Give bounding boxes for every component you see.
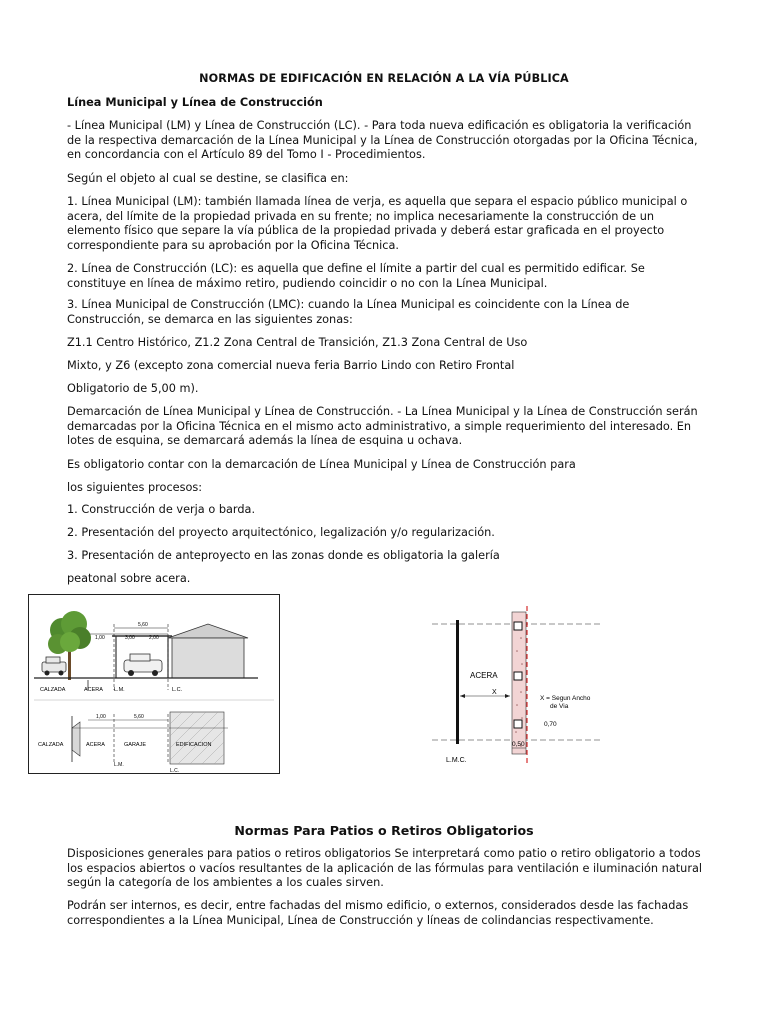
paragraph: Disposiciones generales para patios o retiros obligatorios Se interpretará como patio o retiro obligatorio a todos los espacios abiertos o vacíos resultantes de la aplicación de las fórmulas para ventilación e iluminación natural según la categoría de los ambientes a los cuales sirven.: [67, 847, 703, 890]
paragraph: 1. Línea Municipal (LM): también llamada línea de verja, es aquella que separa el espacio público municipal o acera, del límite de la propiedad privada en su frente; no implica necesariamente la construcción de un elemento físico que separe la vía pública de la propiedad privada y deberá estar graficada en el proyecto correspondiente para su aprobación por la Oficina Técnica.: [67, 195, 688, 253]
street-section-drawing: [28, 594, 280, 774]
paragraph: los siguientes procesos:: [67, 481, 203, 494]
paragraph: Demarcación de Línea Municipal y Línea de Construcción. - La Línea Municipal y la Línea de Construcción serán demarcadas por la Oficina Técnica en el mismo acto administrativo, a simple requerimiento del interesado. En lotes de esquina, se demarcará además la línea de esquina u ochava.: [67, 405, 698, 448]
paragraph: Z1.1 Centro Histórico, Z1.2 Zona Central de Transición, Z1.3 Zona Central de Uso: [67, 336, 528, 349]
label-x-note: de Via: [550, 703, 569, 710]
dim-070: 0,70: [544, 721, 557, 728]
label-calzada: CALZADA: [38, 742, 64, 748]
label-acera: ACERA: [84, 687, 103, 693]
lmc-figure: [432, 606, 602, 770]
list-item: 3. Presentación de anteproyecto en las zonas donde es obligatoria la galería: [67, 549, 500, 562]
dim-label: 5,60: [134, 714, 144, 720]
paragraph: Obligatorio de 5,00 m).: [67, 382, 199, 395]
dim-label: 1,00: [95, 635, 105, 641]
dim-label: 1,00: [96, 714, 106, 720]
paragraph: Podrán ser internos, es decir, entre fachadas del mismo edificio, o externos, considerados desde las fachadas correspondientes a la Línea Municipal, Línea de Construcción y líneas de colindancias respectivamente.: [67, 899, 689, 927]
paragraph: Según el objeto al cual se destine, se clasifica en:: [67, 172, 349, 185]
lmc-drawing: [432, 606, 602, 770]
label-x-note: X = Segun Ancho: [540, 695, 591, 702]
dim-label: 3,00: [125, 635, 135, 641]
paragraph: 2. Línea de Construcción (LC): es aquella que define el límite a partir del cual es permitido edificar. Se constituye en línea de máximo retiro, pudiendo coincidir o no con la Línea Municipal.: [67, 262, 645, 290]
document-title: NORMAS DE EDIFICACIÓN EN RELACIÓN A LA VÍA PÚBLICA: [199, 72, 569, 85]
label-garaje: GARAJE: [124, 742, 147, 748]
label-edificacion: EDIFICACION: [176, 742, 212, 748]
label-lc: L.C.: [172, 687, 183, 693]
label-lc: L.C.: [170, 768, 180, 774]
label-acera: ACERA: [86, 742, 105, 748]
dim-label: 5,60: [138, 622, 148, 628]
label-lm: L.M.: [114, 762, 124, 768]
label-calzada: CALZADA: [40, 687, 66, 693]
paragraph: peatonal sobre acera.: [67, 572, 191, 585]
label-x: X: [492, 689, 497, 696]
section-subtitle: Línea Municipal y Línea de Construcción: [67, 96, 323, 109]
paragraph: 3. Línea Municipal de Construcción (LMC): cuando la Línea Municipal es coincidente con la Línea de Construcción, se demarca en las siguientes zonas:: [67, 298, 630, 326]
street-section-figure: [28, 594, 280, 774]
label-lmc: L.M.C.: [446, 757, 467, 764]
label-lm: L.M.: [114, 687, 125, 693]
section-heading: Normas Para Patios o Retiros Obligatorios: [234, 823, 534, 838]
dim-label: 2,00: [149, 635, 159, 641]
paragraph: Es obligatorio contar con la demarcación de Línea Municipal y Línea de Construcción para: [67, 458, 576, 471]
list-item: 2. Presentación del proyecto arquitectónico, legalización y/o regularización.: [67, 526, 495, 539]
paragraph: - Línea Municipal (LM) y Línea de Construcción (LC). - Para toda nueva edificación es obligatoria la verificación de la respectiva demarcación de la Línea Municipal y la Línea de Construcción otorgadas por la Oficina Técnica, en concordancia con el Artículo 89 del Tomo I - Procedimientos.: [67, 119, 698, 162]
paragraph: Mixto, y Z6 (excepto zona comercial nueva feria Barrio Lindo con Retiro Frontal: [67, 359, 515, 372]
label-acera: ACERA: [470, 671, 498, 680]
dim-050: 0,50: [512, 741, 525, 748]
list-item: 1. Construcción de verja o barda.: [67, 503, 256, 516]
